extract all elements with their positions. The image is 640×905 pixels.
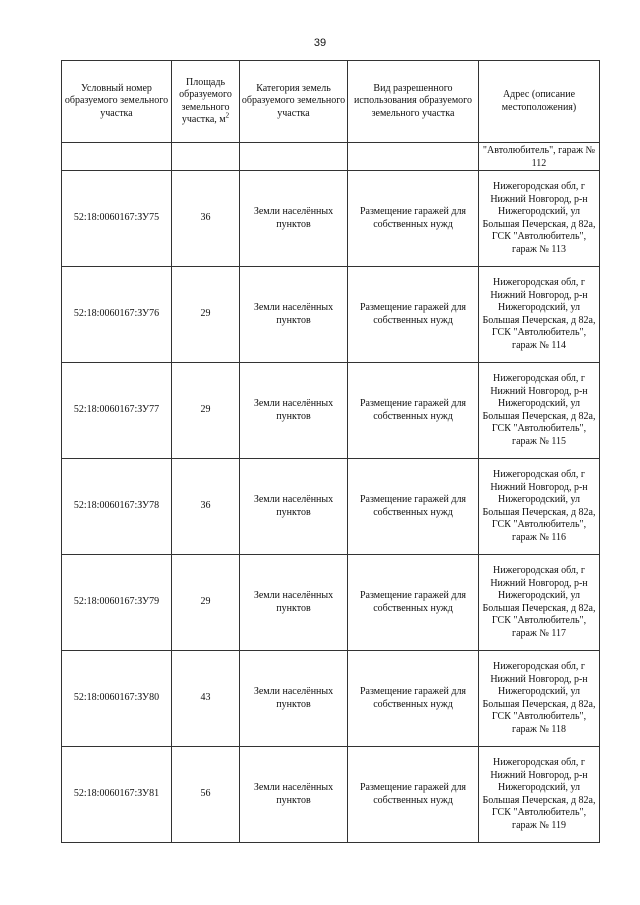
table-row [62, 171, 600, 267]
cell-land-category: Земли населённых пунктов [240, 171, 348, 267]
cell-plot-number: 52:18:0060167:ЗУ78 [62, 459, 172, 555]
cell-plot-number: 52:18:0060167:ЗУ79 [62, 555, 172, 651]
cell-area: 56 [172, 747, 240, 843]
cell-land-category: Земли населённых пунктов [240, 459, 348, 555]
cell-area: 43 [172, 651, 240, 747]
table-row [62, 555, 600, 651]
cell-address: Нижегородская обл, г Нижний Новгород, р-н Нижегородский, ул Большая Печерская, д 82а, ГСК "Автолюбитель", гараж № 113 [479, 171, 600, 267]
table-row [62, 267, 600, 363]
cell-area: 29 [172, 555, 240, 651]
cell-plot-number: 52:18:0060167:ЗУ75 [62, 171, 172, 267]
table-row [62, 459, 600, 555]
cell-plot-number: 52:18:0060167:ЗУ80 [62, 651, 172, 747]
cell-address: Нижегородская обл, г Нижний Новгород, р-н Нижегородский, ул Большая Печерская, д 82а, ГСК "Автолюбитель", гараж № 118 [479, 651, 600, 747]
table-header-row [62, 61, 600, 143]
cell-area: 36 [172, 459, 240, 555]
page-number: 39 [313, 37, 327, 49]
header-land-category: Категория земель образуемого земельного участка [240, 61, 348, 143]
land-plots-table [61, 60, 600, 843]
cell-land-category [240, 143, 348, 171]
cell-permitted-use [348, 143, 479, 171]
cell-land-category: Земли населённых пунктов [240, 651, 348, 747]
cell-plot-number: 52:18:0060167:ЗУ76 [62, 267, 172, 363]
cell-area: 36 [172, 171, 240, 267]
table-row [62, 363, 600, 459]
cell-permitted-use: Размещение гаражей для собственных нужд [348, 555, 479, 651]
table-row [62, 651, 600, 747]
cell-area [172, 143, 240, 171]
cell-land-category: Земли населённых пунктов [240, 267, 348, 363]
cell-address: Нижегородская обл, г Нижний Новгород, р-н Нижегородский, ул Большая Печерская, д 82а, ГСК "Автолюбитель", гараж № 116 [479, 459, 600, 555]
cell-area: 29 [172, 363, 240, 459]
cell-permitted-use: Размещение гаражей для собственных нужд [348, 171, 479, 267]
cell-permitted-use: Размещение гаражей для собственных нужд [348, 747, 479, 843]
table-row [62, 747, 600, 843]
cell-permitted-use: Размещение гаражей для собственных нужд [348, 459, 479, 555]
cell-address: Нижегородская обл, г Нижний Новгород, р-н Нижегородский, ул Большая Печерская, д 82а, ГСК "Автолюбитель", гараж № 115 [479, 363, 600, 459]
cell-address: Нижегородская обл, г Нижний Новгород, р-н Нижегородский, ул Большая Печерская, д 82а, ГСК "Автолюбитель", гараж № 117 [479, 555, 600, 651]
cell-land-category: Земли населённых пунктов [240, 555, 348, 651]
cell-permitted-use: Размещение гаражей для собственных нужд [348, 363, 479, 459]
cell-land-category: Земли населённых пунктов [240, 363, 348, 459]
header-plot-number: Условный номер образуемого земельного участка [62, 61, 172, 143]
header-permitted-use: Вид разрешенного использования образуемого земельного участка [348, 61, 479, 143]
cell-land-category: Земли населённых пунктов [240, 747, 348, 843]
cell-permitted-use: Размещение гаражей для собственных нужд [348, 651, 479, 747]
header-area-unit-superscript: 2 [225, 111, 230, 120]
header-address: Адрес (описание местоположения) [479, 61, 600, 143]
cell-permitted-use: Размещение гаражей для собственных нужд [348, 267, 479, 363]
cell-address: Нижегородская обл, г Нижний Новгород, р-н Нижегородский, ул Большая Печерская, д 82а, ГСК "Автолюбитель", гараж № 114 [479, 267, 600, 363]
cell-plot-number: 52:18:0060167:ЗУ81 [62, 747, 172, 843]
cell-plot-number: 52:18:0060167:ЗУ77 [62, 363, 172, 459]
cell-address: Нижегородская обл, г Нижний Новгород, р-н Нижегородский, ул Большая Печерская, д 82а, ГСК "Автолюбитель", гараж № 119 [479, 747, 600, 843]
cell-area: 29 [172, 267, 240, 363]
cell-plot-number [62, 143, 172, 171]
table-row-continuation [62, 143, 600, 171]
header-area-label: Площадь образуемого земельного участка, м [179, 76, 232, 125]
header-area [172, 61, 240, 143]
cell-address: "Автолюбитель", гараж № 112 [479, 143, 600, 171]
